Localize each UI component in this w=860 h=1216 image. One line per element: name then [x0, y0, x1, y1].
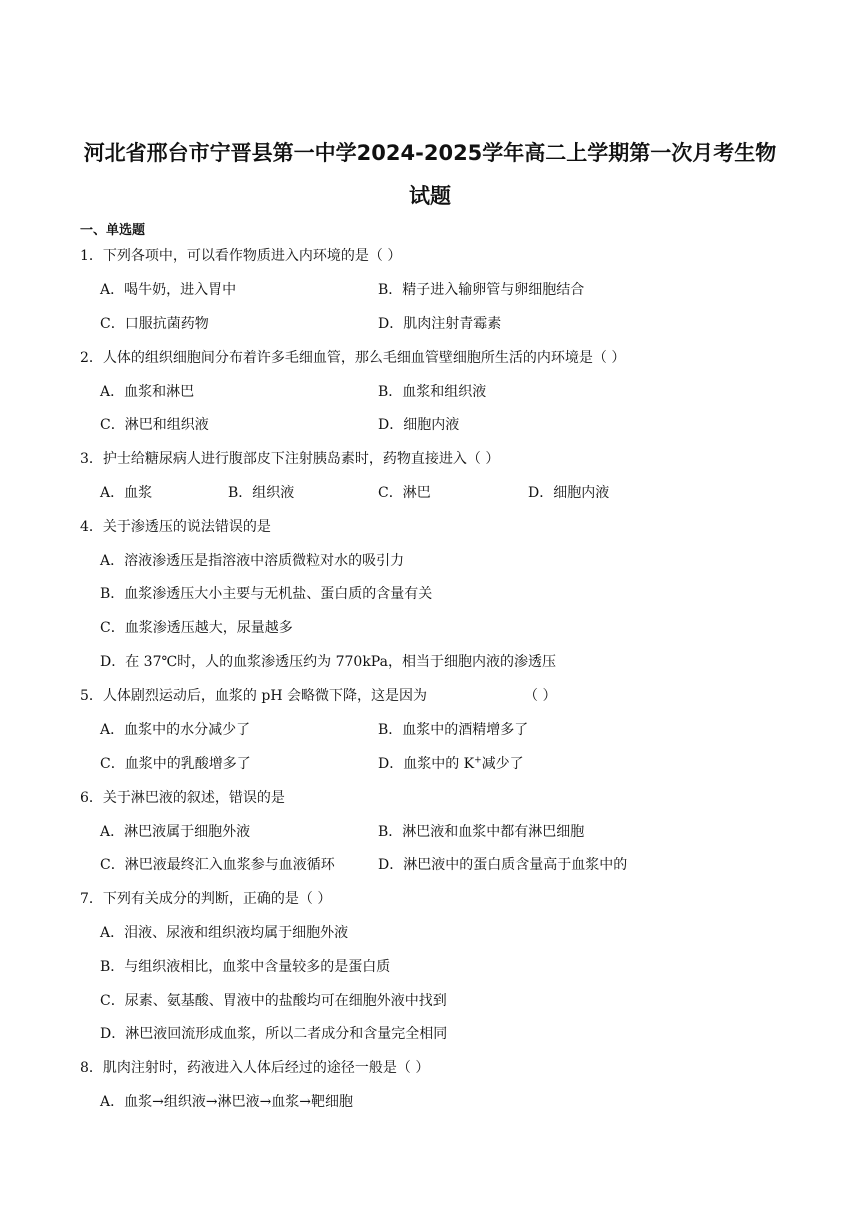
question-6-option-c: C．淋巴液最终汇入血浆参与血液循环 — [100, 857, 335, 873]
question-8-option-a: A．血浆→组织液→淋巴液→血浆→靶细胞 — [100, 1094, 354, 1110]
question-1-stem: 1．下列各项中，可以看作物质进入内环境的是（ ） — [80, 248, 402, 264]
question-5-stem: 5．人体剧烈运动后，血浆的 pH 会略微下降，这是因为 — [80, 688, 427, 704]
question-6-stem: 6．关于淋巴液的叙述，错误的是 — [80, 790, 285, 806]
question-2-option-c: C．淋巴和组织液 — [100, 417, 209, 433]
question-4-option-d: D．在 37℃时，人的血浆渗透压约为 770kPa，相当于细胞内液的渗透压 — [100, 654, 556, 670]
question-4-option-b: B．血浆渗透压大小主要与无机盐、蛋白质的含量有关 — [100, 586, 433, 602]
question-6-option-a: A．淋巴液属于细胞外液 — [100, 824, 251, 840]
question-3-stem: 3．护士给糖尿病人进行腹部皮下注射胰岛素时，药物直接进入（ ） — [80, 451, 500, 467]
question-3-option-d: D．细胞内液 — [528, 485, 610, 501]
question-5-option-d — [378, 754, 524, 774]
question-2-stem: 2．人体的组织细胞间分布着许多毛细血管，那么毛细血管壁细胞所生活的内环境是（ ） — [80, 350, 626, 366]
question-5-option-a: A．血浆中的水分减少了 — [100, 722, 251, 738]
question-1-option-b: B．精子进入输卵管与卵细胞结合 — [378, 282, 585, 298]
question-2-option-b: B．血浆和组织液 — [378, 384, 487, 400]
question-7-option-a: A．泪液、尿液和组织液均属于细胞外液 — [100, 925, 349, 941]
question-7-stem: 7．下列有关成分的判断，正确的是（ ） — [80, 891, 332, 907]
question-2-option-d: D．细胞内液 — [378, 417, 460, 433]
document-title-line-2: 试题 — [409, 184, 451, 208]
potassium-charge-superscript: + — [474, 755, 482, 766]
question-5-option-b: B．血浆中的酒精增多了 — [378, 722, 529, 738]
question-7-option-b: B．与组织液相比，血浆中含量较多的是蛋白质 — [100, 959, 391, 975]
question-1-option-a: A．喝牛奶，进入胃中 — [100, 282, 237, 298]
question-7-option-d: D．淋巴液回流形成血浆，所以二者成分和含量完全相同 — [100, 1026, 448, 1042]
question-7-option-c: C．尿素、氨基酸、胃液中的盐酸均可在细胞外液中找到 — [100, 993, 447, 1009]
question-6-option-d: D．淋巴液中的蛋白质含量高于血浆中的 — [378, 857, 628, 873]
question-6-option-b: B．淋巴液和血浆中都有淋巴细胞 — [378, 824, 585, 840]
question-3-option-c: C．淋巴 — [378, 485, 431, 501]
section-heading: 一、单选题 — [80, 223, 146, 238]
document-title-line-1: 河北省邢台市宁晋县第一中学2024-2025学年高二上学期第一次月考生物 — [83, 141, 777, 165]
question-4-stem: 4．关于渗透压的说法错误的是 — [80, 519, 271, 535]
question-1-option-c: C．口服抗菌药物 — [100, 316, 209, 332]
question-3-option-b: B．组织液 — [228, 485, 295, 501]
question-8-stem: 8．肌肉注射时，药液进入人体后经过的途径一般是（ ） — [80, 1060, 430, 1076]
question-5-option-d-suffix: 减少了 — [481, 756, 524, 772]
question-1-option-d: D．肌肉注射青霉素 — [378, 316, 502, 332]
question-5-answer-paren: （ ） — [524, 688, 557, 704]
question-5-option-d-text: D．血浆中的 K — [378, 756, 475, 772]
question-4-option-c: C．血浆渗透压越大，尿量越多 — [100, 620, 293, 636]
question-4-option-a: A．溶液渗透压是指溶液中溶质微粒对水的吸引力 — [100, 553, 405, 569]
question-3-option-a: A．血浆 — [100, 485, 153, 501]
question-5-option-c: C．血浆中的乳酸增多了 — [100, 756, 251, 772]
question-2-option-a: A．血浆和淋巴 — [100, 384, 195, 400]
